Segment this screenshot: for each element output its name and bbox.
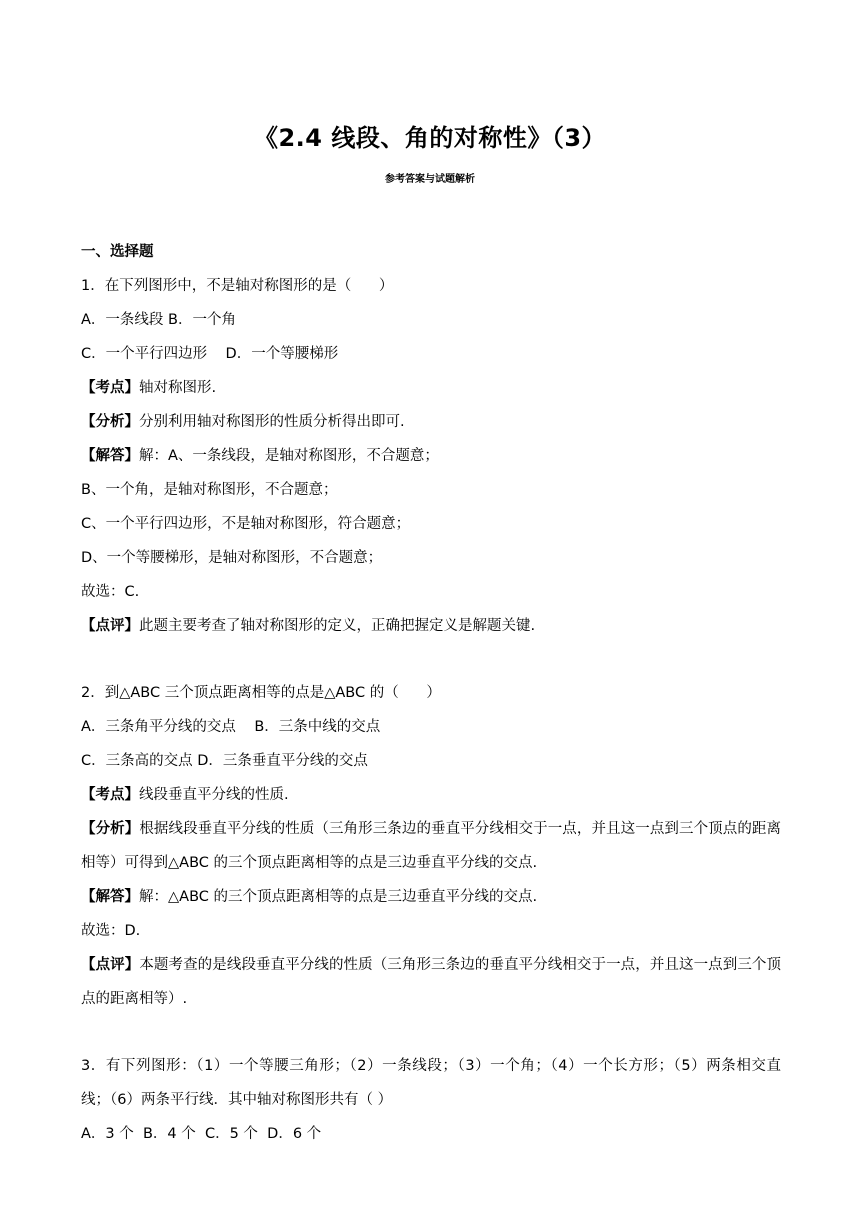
question-2-choice: 故选：D.	[81, 923, 141, 939]
kaodian-text: 线段垂直平分线的性质.	[139, 787, 289, 803]
dianping-text: 本题考查的是线段垂直平分线的性质（三角形三条边的垂直平分线相交于一点，并且这一点到三个顶点的距离相等）.	[81, 957, 781, 1007]
question-1-options-cd: C．一个平行四边形 D．一个等腰梯形	[81, 346, 339, 362]
dianping-tag: 【点评】	[81, 618, 139, 634]
jieda-tag: 【解答】	[81, 448, 139, 464]
jieda-tag: 【解答】	[81, 889, 139, 905]
kaodian-tag: 【考点】	[81, 380, 139, 396]
fenxi-text: 分别利用轴对称图形的性质分析得出即可.	[139, 414, 405, 430]
fenxi-tag: 【分析】	[81, 414, 139, 430]
question-2-dianping	[81, 948, 781, 1016]
section-heading: 一、选择题	[81, 244, 154, 260]
question-3-stem: 3．有下列图形：（1）一个等腰三角形；（2）一条线段；（3）一个角；（4）一个长方形；（5）两条相交直线；（6）两条平行线．其中轴对称图形共有（ ）	[81, 1058, 781, 1108]
question-1-fenxi	[81, 405, 781, 439]
question-1-choice: 故选：C.	[81, 584, 140, 600]
question-2	[81, 676, 781, 1016]
spacer	[81, 1016, 781, 1049]
question-1-jieda-b: B、一个角，是轴对称图形，不合题意；	[81, 482, 338, 498]
question-2-fenxi	[81, 812, 781, 880]
question-2-options-cd: C．三条高的交点 D．三条垂直平分线的交点	[81, 753, 368, 769]
document-title: 《2.4 线段、角的对称性》（3）	[253, 124, 607, 152]
fenxi-tag: 【分析】	[81, 821, 140, 837]
spacer	[81, 643, 781, 676]
document-subtitle: 参考答案与试题解析	[385, 174, 475, 185]
question-1	[81, 269, 781, 643]
question-1-dianping	[81, 609, 781, 643]
question-1-jieda-c: C、一个平行四边形，不是轴对称图形，符合题意；	[81, 516, 411, 532]
question-1-kaodian	[81, 371, 781, 405]
dianping-tag: 【点评】	[81, 957, 140, 973]
question-1-options-ab: A．一条线段 B．一个角	[81, 312, 236, 328]
question-3-options: A．3 个 B．4 个 C．5 个 D．6 个	[81, 1126, 322, 1142]
document-body	[81, 235, 781, 1151]
question-2-stem: 2．到△ABC 三个顶点距离相等的点是△ABC 的（ ）	[81, 685, 441, 701]
question-1-stem: 1．在下列图形中，不是轴对称图形的是（ ）	[81, 278, 394, 294]
question-2-jieda	[81, 880, 781, 914]
question-2-options-ab: A．三条角平分线的交点 B．三条中线的交点	[81, 719, 381, 735]
question-3	[81, 1049, 781, 1151]
question-1-jieda	[81, 439, 781, 473]
question-2-kaodian	[81, 778, 781, 812]
dianping-text: 此题主要考查了轴对称图形的定义，正确把握定义是解题关键.	[139, 618, 536, 634]
kaodian-text: 轴对称图形.	[139, 380, 217, 396]
jieda-text: 解：A、一条线段，是轴对称图形，不合题意；	[139, 448, 439, 464]
fenxi-text: 根据线段垂直平分线的性质（三角形三条边的垂直平分线相交于一点，并且这一点到三个顶点的距离相等）可得到△ABC 的三个顶点距离相等的点是三边垂直平分线的交点.	[81, 821, 781, 871]
jieda-text: 解：△ABC 的三个顶点距离相等的点是三边垂直平分线的交点.	[139, 889, 538, 905]
question-1-jieda-d: D、一个等腰梯形，是轴对称图形，不合题意；	[81, 550, 383, 566]
kaodian-tag: 【考点】	[81, 787, 139, 803]
